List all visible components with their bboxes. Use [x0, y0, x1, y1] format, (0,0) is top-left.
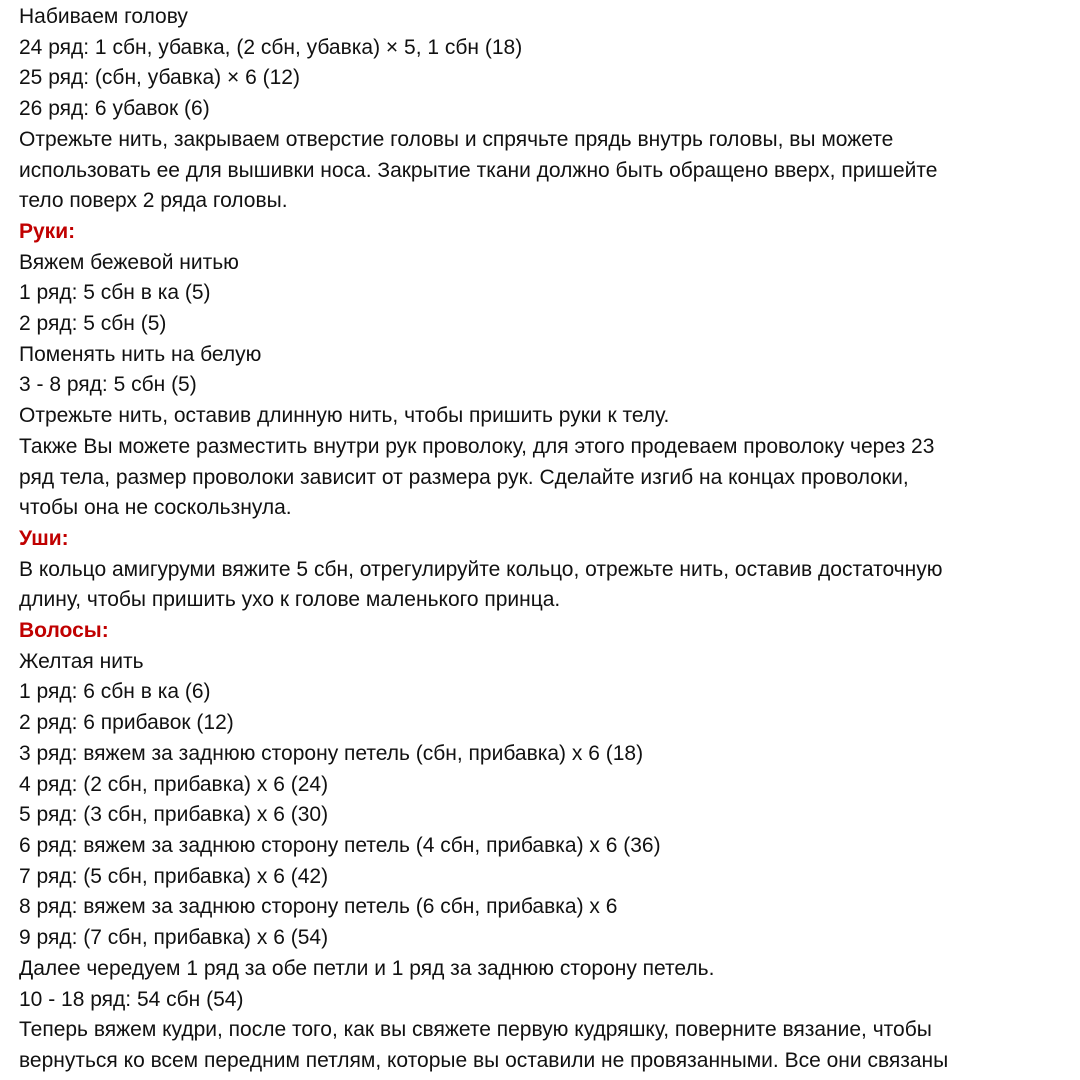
- hair-row-1: 1 ряд: 6 сбн в ка (6): [19, 680, 211, 704]
- hair-alternate-note: Далее чередуем 1 ряд за обе петли и 1 ряд за заднюю сторону петель.: [19, 956, 715, 980]
- head-instruction-line: использовать ее для вышивки носа. Закрытие ткани должно быть обращено вверх, пришейте: [19, 158, 938, 182]
- arms-instruction-line: Отрежьте нить, оставив длинную нить, чтобы пришить руки к телу.: [19, 404, 670, 428]
- hair-rows-10-18: 10 - 18 ряд: 54 сбн (54): [19, 987, 244, 1011]
- arms-section: [19, 217, 1071, 524]
- hair-section: [19, 616, 1071, 1077]
- arms-row-2: 2 ряд: 5 сбн (5): [19, 312, 167, 336]
- arms-yarn-note: Вяжем бежевой нитью: [19, 250, 239, 274]
- arms-color-change: Поменять нить на белую: [19, 342, 262, 366]
- head-instruction-line: тело поверх 2 ряда головы.: [19, 189, 288, 213]
- hair-row-3: 3 ряд: вяжем за заднюю сторону петель (сбн, прибавка) х 6 (18): [19, 741, 644, 765]
- arms-rows-3-8: 3 - 8 ряд: 5 сбн (5): [19, 373, 197, 397]
- head-instruction-line: Отрежьте нить, закрываем отверстие головы и спрячьте прядь внутрь головы, вы можете: [19, 127, 894, 151]
- hair-row-9: 9 ряд: (7 сбн, прибавка) х 6 (54): [19, 926, 329, 950]
- hair-row-4: 4 ряд: (2 сбн, прибавка) х 6 (24): [19, 772, 329, 796]
- head-section: [19, 2, 1071, 217]
- head-intro: Набиваем голову: [19, 5, 188, 28]
- arms-instruction-line: ряд тела, размер проволоки зависит от размера рук. Сделайте изгиб на концах проволоки,: [19, 465, 909, 489]
- arms-row-1: 1 ряд: 5 сбн в ка (5): [19, 281, 211, 305]
- head-row-24: 24 ряд: 1 сбн, убавка, (2 сбн, убавка) × 5, 1 сбн (18): [19, 35, 523, 59]
- hair-row-7: 7 ряд: (5 сбн, прибавка) х 6 (42): [19, 864, 329, 888]
- arms-instruction-line: Также Вы можете разместить внутри рук проволоку, для этого продеваем проволоку через 23: [19, 434, 935, 458]
- hair-row-6: 6 ряд: вяжем за заднюю сторону петель (4 сбн, прибавка) х 6 (36): [19, 833, 661, 857]
- hair-row-8: 8 ряд: вяжем за заднюю сторону петель (6 сбн, прибавка) х 6: [19, 895, 618, 919]
- head-row-25: 25 ряд: (сбн, убавка) × 6 (12): [19, 66, 300, 90]
- head-row-26: 26 ряд: 6 убавок (6): [19, 97, 210, 121]
- ears-section: [19, 524, 1071, 616]
- hair-row-5: 5 ряд: (3 сбн, прибавка) х 6 (30): [19, 803, 329, 827]
- hair-row-2: 2 ряд: 6 прибавок (12): [19, 711, 234, 735]
- hair-curls-line: вернуться ко всем передним петлям, которые вы оставили не провязанными. Все они связаны: [19, 1048, 949, 1072]
- ears-heading: Уши:: [19, 526, 69, 550]
- arms-instruction-line: чтобы она не соскользнула.: [19, 496, 292, 520]
- ears-instruction-line: длину, чтобы пришить ухо к голове маленького принца.: [19, 588, 561, 612]
- ears-instruction-line: В кольцо амигуруми вяжите 5 сбн, отрегулируйте кольцо, отрежьте нить, оставив достаточную: [19, 557, 943, 581]
- pattern-document: [19, 2, 1071, 1077]
- hair-heading: Волосы:: [19, 619, 109, 643]
- hair-curls-line: Теперь вяжем кудри, после того, как вы свяжете первую кудряшку, поверните вязание, чтобы: [19, 1018, 932, 1042]
- hair-yarn-note: Желтая нить: [19, 649, 144, 673]
- arms-heading: Руки:: [19, 219, 76, 243]
